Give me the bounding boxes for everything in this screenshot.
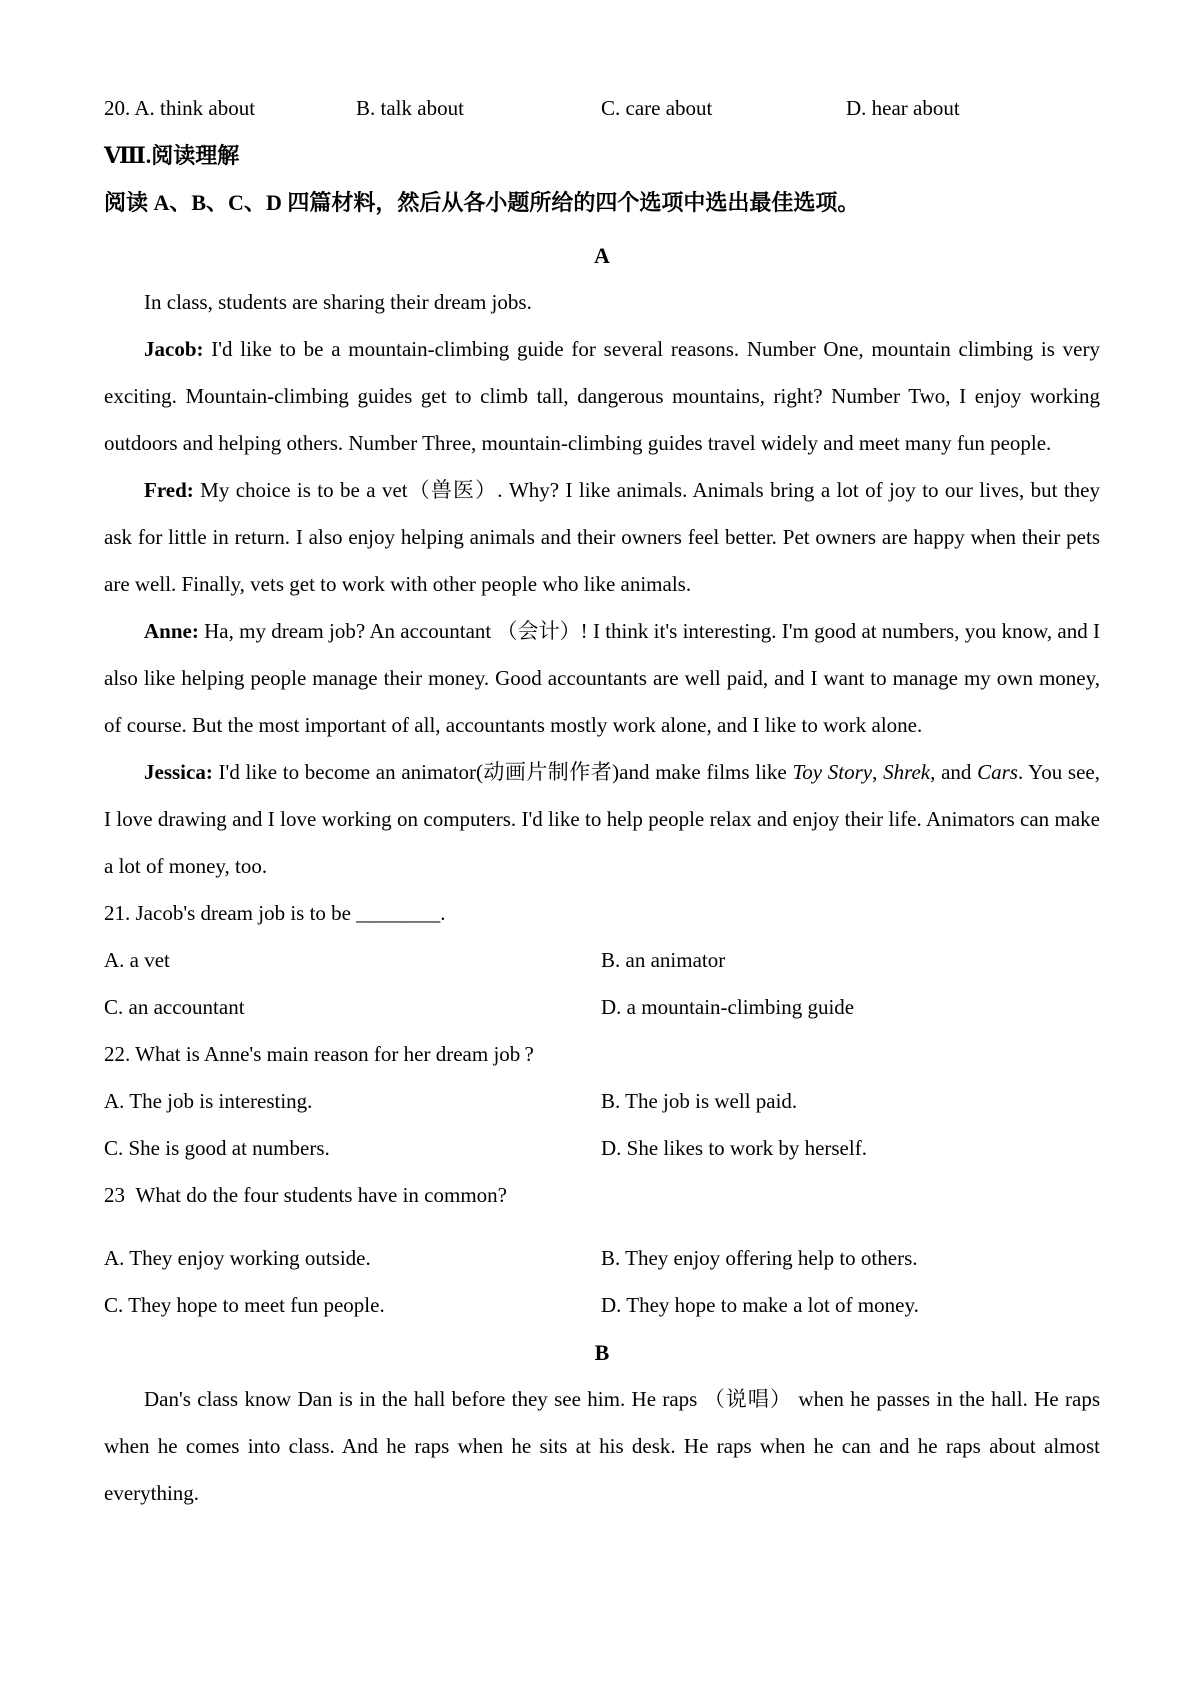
q21-option-d: D. a mountain-climbing guide (601, 995, 855, 1019)
jacob-text: I'd like to be a mountain-climbing guide for several reasons. Number One, mountain climbing is very exciting. Mountain-climbing guides get to climb tall, dangerous mountains, right? Number Two, I enjoy working outdoors and helping others. Number Three, mountain-climbing guides travel widely and meet many fun people. (104, 337, 1100, 455)
q23-option-d: D. They hope to make a lot of money. (601, 1293, 919, 1317)
question-21-stem: 21. Jacob's dream job is to be ________. (104, 901, 446, 925)
passage-a-title: A (594, 243, 610, 268)
question-23-stem: 23 What do the four students have in common? (104, 1183, 507, 1207)
q22-option-d: D. She likes to work by herself. (601, 1136, 867, 1160)
jessica-text-4: . You see, I love drawing and I love working on computers. I'd like to help people relax and enjoy their life. Animators can make a lot of money, too. (104, 760, 1100, 878)
passage-a-intro: In class, students are sharing their dream jobs. (144, 290, 532, 314)
question-21-options-row-1 (104, 937, 1100, 984)
q23-option-a: A. They enjoy working outside. (104, 1246, 371, 1270)
question-22-stem: 22. What is Anne's main reason for her dream job ? (104, 1042, 534, 1066)
passage-b-title: B (594, 1340, 610, 1365)
question-23-options-row-1 (104, 1235, 1100, 1282)
passage-a-fred-paragraph (104, 467, 1100, 608)
q23-option-c: C. They hope to meet fun people. (104, 1293, 385, 1317)
speaker-anne-label: Anne: (144, 619, 199, 643)
movie-title-toy-story: Toy Story (792, 760, 873, 784)
q20-option-b: B. talk about (356, 96, 464, 120)
passage-a-jacob-paragraph (104, 326, 1100, 467)
question-20-options-row (104, 85, 1100, 132)
q21-option-b: B. an animator (601, 948, 726, 972)
movie-title-cars: Cars (977, 760, 1018, 784)
question-23-options-row-2 (104, 1282, 1100, 1329)
movie-title-shrek: Shrek (883, 760, 931, 784)
question-22-options-row-2 (104, 1125, 1100, 1172)
jessica-text-1: I'd like to become an animator(动画片制作者)and make films like (212, 760, 793, 784)
passage-a-jessica-paragraph (104, 749, 1100, 890)
fred-text: My choice is to be a vet（兽医）. Why? I like animals. Animals bring a lot of joy to our lives, but they ask for little in return. I also enjoy helping animals and their owners feel better. Pet owners are happy when their pets are well. Finally, vets get to work with other people who like animals. (104, 478, 1100, 596)
jessica-text-2: , (872, 760, 884, 784)
question-21-options-row-2 (104, 984, 1100, 1031)
q22-option-b: B. The job is well paid. (601, 1089, 798, 1113)
q22-option-a: A. The job is interesting. (104, 1089, 313, 1113)
passage-b-paragraph: Dan's class know Dan is in the hall before they see him. He raps （说唱） when he passes in the hall. He raps when he comes into class. And he raps when he sits at his desk. He raps when he can and he raps about almost everything. (104, 1387, 1100, 1505)
question-22-options-row-1 (104, 1078, 1100, 1125)
q20-option-c: C. care about (601, 96, 713, 120)
speaker-fred-label: Fred: (144, 478, 194, 502)
section-viii-heading: Ⅷ.阅读理解 (104, 143, 240, 168)
passage-a-anne-paragraph (104, 608, 1100, 749)
q21-option-c: C. an accountant (104, 995, 245, 1019)
anne-text: Ha, my dream job? An accountant （会计）! I think it's interesting. I'm good at numbers, you know, and I also like helping people manage their money. Good accountants are well paid, and I want to manage my own money, of course. But the most important of all, accountants mostly work alone, and I like to work alone. (104, 619, 1100, 737)
q21-option-a: A. a vet (104, 948, 170, 972)
q22-option-c: C. She is good at numbers. (104, 1136, 330, 1160)
q23-option-b: B. They enjoy offering help to others. (601, 1246, 918, 1270)
speaker-jacob-label: Jacob: (144, 337, 204, 361)
q20-option-d: D. hear about (846, 96, 960, 120)
jessica-text-3: , and (930, 760, 978, 784)
q20-option-a: 20. A. think about (104, 96, 256, 120)
section-instruction: 阅读 A、B、C、D 四篇材料，然后从各小题所给的四个选项中选出最佳选项。 (104, 190, 860, 215)
speaker-jessica-label: Jessica: (144, 760, 213, 784)
